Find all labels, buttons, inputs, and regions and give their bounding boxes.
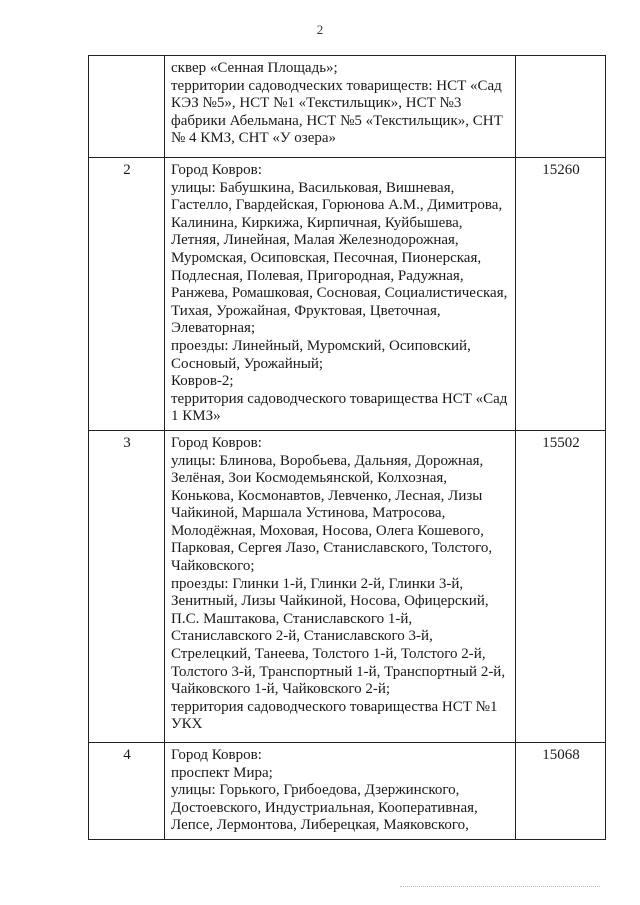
description-line: Стрелецкий, Танеева, Толстого 1-й, Толстого 2-й, — [171, 646, 486, 663]
description-line: Чайкиной, Маршала Устинова, Матросова, — [171, 505, 446, 522]
district-description-cell — [165, 430, 516, 742]
description-line: территория садоводческого товарищества НСТ «Сад — [171, 390, 508, 407]
description-line: Город Ковров: — [171, 162, 262, 178]
voter-count-cell: 15068 — [516, 742, 606, 839]
description-line: Город Ковров: — [171, 434, 262, 451]
description-line: УКХ — [171, 716, 203, 733]
description-line: Молодёжная, Моховая, Носова, Олега Кошевого, — [171, 522, 484, 539]
description-line: проезды: Линейный, Муромский, Осиповский, — [171, 337, 471, 354]
description-line: Элеваторная; — [171, 320, 256, 337]
description-line: Чайковского; — [171, 558, 255, 575]
description-line: Город Ковров: — [171, 746, 262, 763]
description-line: Зенитный, Лизы Чайкиной, Носова, Офицерский, — [171, 593, 489, 610]
scan-artifact-dots — [400, 884, 600, 887]
district-table — [88, 55, 606, 840]
description-line: Парковая, Сергея Лазо, Станиславского, Толстого, — [171, 540, 493, 557]
description-line: Калинина, Киркижа, Кирпичная, Куйбышева, — [171, 214, 463, 231]
description-line: Толстого 3-й, Транспортный 1-й, Транспортный 2-й, — [171, 663, 506, 680]
description-line: Конькова, Космонавтов, Левченко, Лесная, Лизы — [171, 487, 483, 504]
description-line: территория садоводческого товарищества НСТ №1 — [171, 698, 498, 715]
description-line: Ковров-2; — [171, 373, 234, 390]
voter-count-cell: 15502 — [516, 430, 606, 742]
description-line: Тихая, Урожайная, Фруктовая, Цветочная, — [171, 302, 441, 319]
description-line: № 4 КМЗ, СНТ «У озера» — [171, 130, 337, 147]
table-row — [89, 158, 606, 431]
description-line: П.С. Маштакова, Станиславского 1-й, — [171, 610, 413, 627]
page-number: 2 — [316, 22, 324, 37]
district-description-cell — [165, 56, 516, 158]
description-line: Гастелло, Гвардейская, Горюнова А.М., Димитрова, — [171, 197, 503, 214]
district-number-cell: 2 — [89, 158, 165, 431]
description-line: Подлесная, Полевая, Пригородная, Радужная, — [171, 267, 464, 284]
description-line: проспект Мира; — [171, 764, 273, 781]
district-number-cell: 3 — [89, 430, 165, 742]
description-line: Сосновый, Урожайный; — [171, 355, 324, 372]
description-line: Зелёная, Зои Космодемьянской, Колхозная, — [171, 470, 448, 487]
description-line: улицы: Блинова, Воробьева, Дальняя, Дорожная, — [171, 452, 484, 469]
table-row — [89, 430, 606, 742]
voter-count-cell — [516, 56, 606, 158]
description-line: 1 КМЗ» — [171, 408, 221, 425]
description-line: Достоевского, Индустриальная, Кооперативная, — [171, 799, 478, 816]
district-description-cell — [165, 742, 516, 839]
description-line: проезды: Глинки 1-й, Глинки 2-й, Глинки 3-й, — [171, 575, 464, 592]
description-line: Станиславского 2-й, Станиславского 3-й, — [171, 628, 433, 645]
description-line: сквер «Сенная Площадь»; — [171, 60, 338, 76]
voter-count-cell: 15260 — [516, 158, 606, 431]
district-number-cell — [89, 56, 165, 158]
district-number-cell: 4 — [89, 742, 165, 839]
description-line: Летняя, Линейная, Малая Железнодорожная, — [171, 232, 459, 249]
table-row — [89, 742, 606, 839]
description-line: улицы: Горького, Грибоедова, Дзержинского, — [171, 782, 460, 799]
description-line: Чайковского 1-й, Чайковского 2-й; — [171, 681, 391, 698]
table-row — [89, 56, 606, 158]
description-line: КЭЗ №5», НСТ №1 «Текстильщик», НСТ №3 — [171, 95, 462, 112]
description-line: фабрики Абельмана, НСТ №5 «Текстильщик», СНТ — [171, 112, 503, 129]
description-line: Ранжева, Ромашковая, Сосновая, Социалистическая, — [171, 285, 508, 302]
description-line: Муромская, Осиповская, Песочная, Пионерская, — [171, 249, 482, 266]
description-line: территории садоводческих товариществ: НСТ «Сад — [171, 77, 502, 94]
description-line: улицы: Бабушкина, Васильковая, Вишневая, — [171, 179, 455, 196]
description-line: Лепсе, Лермонтова, Либерецкая, Маяковского, — [171, 817, 469, 834]
district-description-cell — [165, 158, 516, 431]
